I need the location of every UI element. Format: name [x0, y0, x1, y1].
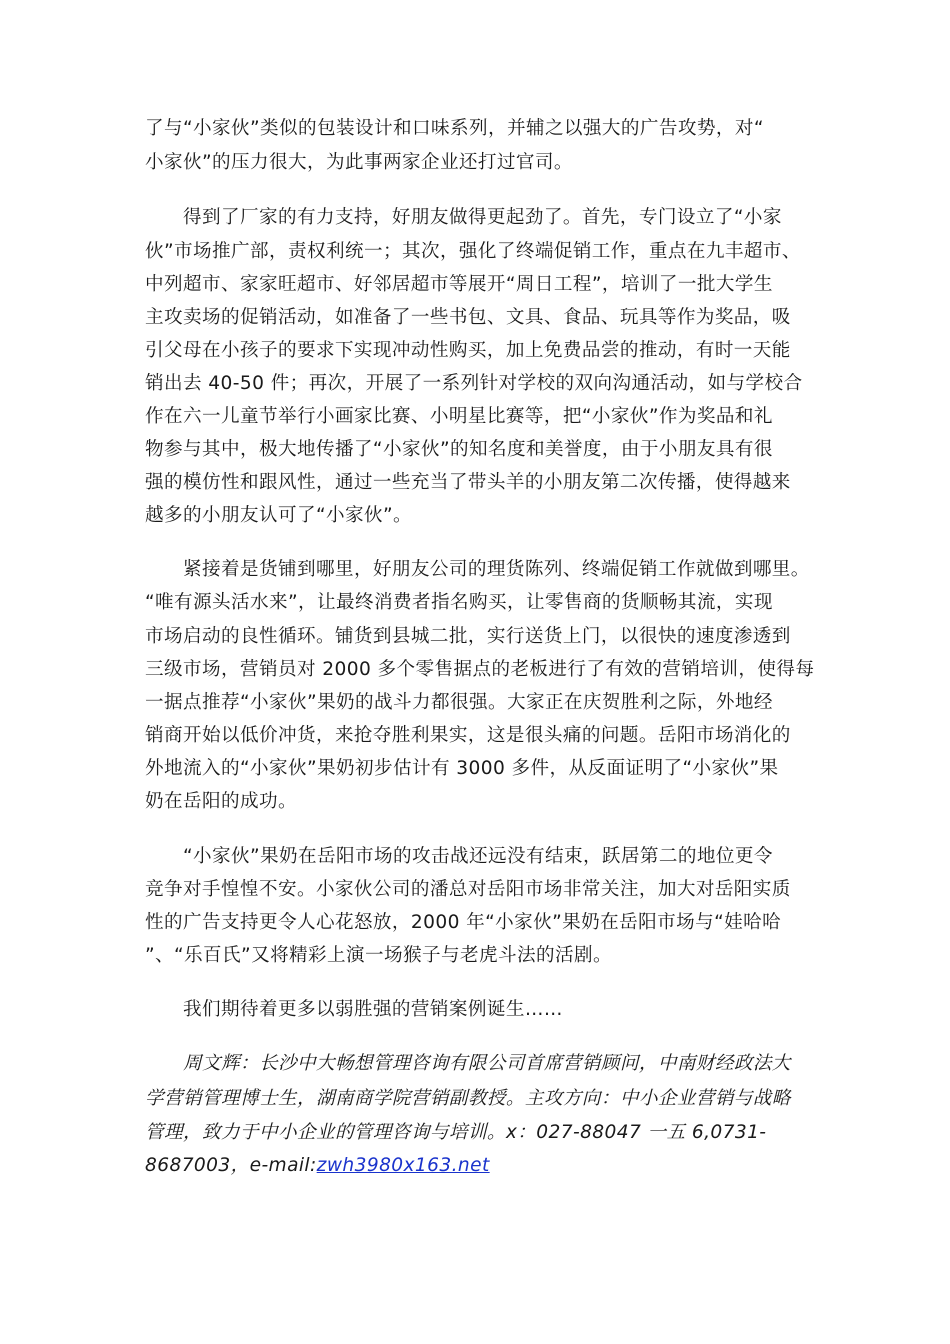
paragraph-2-line-7: 作在六一儿童节举行小画家比赛、小明星比赛等，把“小家伙”作为奖品和礼 [145, 406, 773, 427]
author-bio-line-1: 周文辉：长沙中大畅想管理咨询有限公司首席营销顾问，中南财经政法大 [183, 1053, 791, 1074]
paragraph-4-line-1: “小家伙”果奶在岳阳市场的攻击战还远没有结束，跃居第二的地位更令 [183, 846, 773, 867]
paragraph-2-line-2: 伙”市场推广部，责权利统一；其次，强化了终端促销工作，重点在九丰超市、 [145, 241, 801, 262]
paragraph-2-line-8: 物参与其中，极大地传播了“小家伙”的知名度和美誉度，由于小朋友具有很 [145, 439, 773, 460]
paragraph-1-line-1: 了与“小家伙”类似的包装设计和口味系列，并辅之以强大的广告攻势，对“ [145, 118, 764, 139]
paragraph-3-line-2: “唯有源头活水来”，让最终消费者指名购买，让零售商的货顺畅其流，实现 [145, 592, 773, 613]
email-link[interactable]: zwh3980x163.net [316, 1155, 490, 1176]
paragraph-4-line-3: 性的广告支持更令人心花怒放，2000 年“小家伙”果奶在岳阳市场与“娃哈哈 [145, 912, 782, 933]
paragraph-3-line-3: 市场启动的良性循环。铺货到县城二批，实行送货上门，以很快的速度渗透到 [145, 626, 791, 647]
paragraph-2-line-6: 销出去 40-50 件；再次，开展了一系列针对学校的双向沟通活动，如与学校合 [145, 373, 803, 394]
paragraph-3-line-1: 紧接着是货铺到哪里，好朋友公司的理货陈列、终端促销工作就做到哪里。 [183, 559, 810, 580]
paragraph-2-line-10: 越多的小朋友认可了“小家伙”。 [145, 505, 412, 526]
author-bio-contact-prefix: 8687003，e-mail: [145, 1155, 317, 1176]
paragraph-2-line-5: 引父母在小孩子的要求下实现冲动性购买，加上免费品尝的推动，有时一天能 [145, 340, 791, 361]
paragraph-5-line-1: 我们期待着更多以弱胜强的营销案例诞生…… [183, 999, 563, 1020]
paragraph-3-line-8: 奶在岳阳的成功。 [145, 791, 297, 812]
author-bio-line-2: 学营销管理博士生，湖南商学院营销副教授。主攻方向：中小企业营销与战略 [145, 1088, 791, 1109]
author-bio-line-3: 管理，致力于中小企业的管理咨询与培训。x：027-88047 一五 6,0731- [145, 1122, 767, 1143]
paragraph-3-line-4: 三级市场，营销员对 2000 多个零售据点的老板进行了有效的营销培训，使得每 [145, 659, 815, 680]
paragraph-3-line-6: 销商开始以低价冲货，来抢夺胜利果实，这是很头痛的问题。岳阳市场消化的 [145, 725, 791, 746]
paragraph-1-line-2: 小家伙”的压力很大，为此事两家企业还打过官司。 [145, 152, 573, 173]
paragraph-3-line-5: 一据点推荐“小家伙”果奶的战斗力都很强。大家正在庆贺胜利之际，外地经 [145, 692, 773, 713]
paragraph-4-line-4: ”、“乐百氏”又将精彩上演一场猴子与老虎斗法的活剧。 [145, 945, 612, 966]
paragraph-2-line-9: 强的模仿性和跟风性，通过一些充当了带头羊的小朋友第二次传播，使得越来 [145, 472, 791, 493]
paragraph-2-line-1: 得到了厂家的有力支持，好朋友做得更起劲了。首先，专门设立了“小家 [183, 207, 782, 228]
paragraph-3-line-7: 外地流入的“小家伙”果奶初步估计有 3000 多件，从反面证明了“小家伙”果 [145, 758, 779, 779]
paragraph-4-line-2: 竞争对手惶惶不安。小家伙公司的潘总对岳阳市场非常关注，加大对岳阳实质 [145, 879, 791, 900]
paragraph-2-line-4: 主攻卖场的促销活动，如准备了一些书包、文具、食品、玩具等作为奖品，吸 [145, 307, 791, 328]
paragraph-2-line-3: 中列超市、家家旺超市、好邻居超市等展开“周日工程”，培训了一批大学生 [145, 274, 773, 295]
author-bio-line-4 [145, 1154, 490, 1178]
